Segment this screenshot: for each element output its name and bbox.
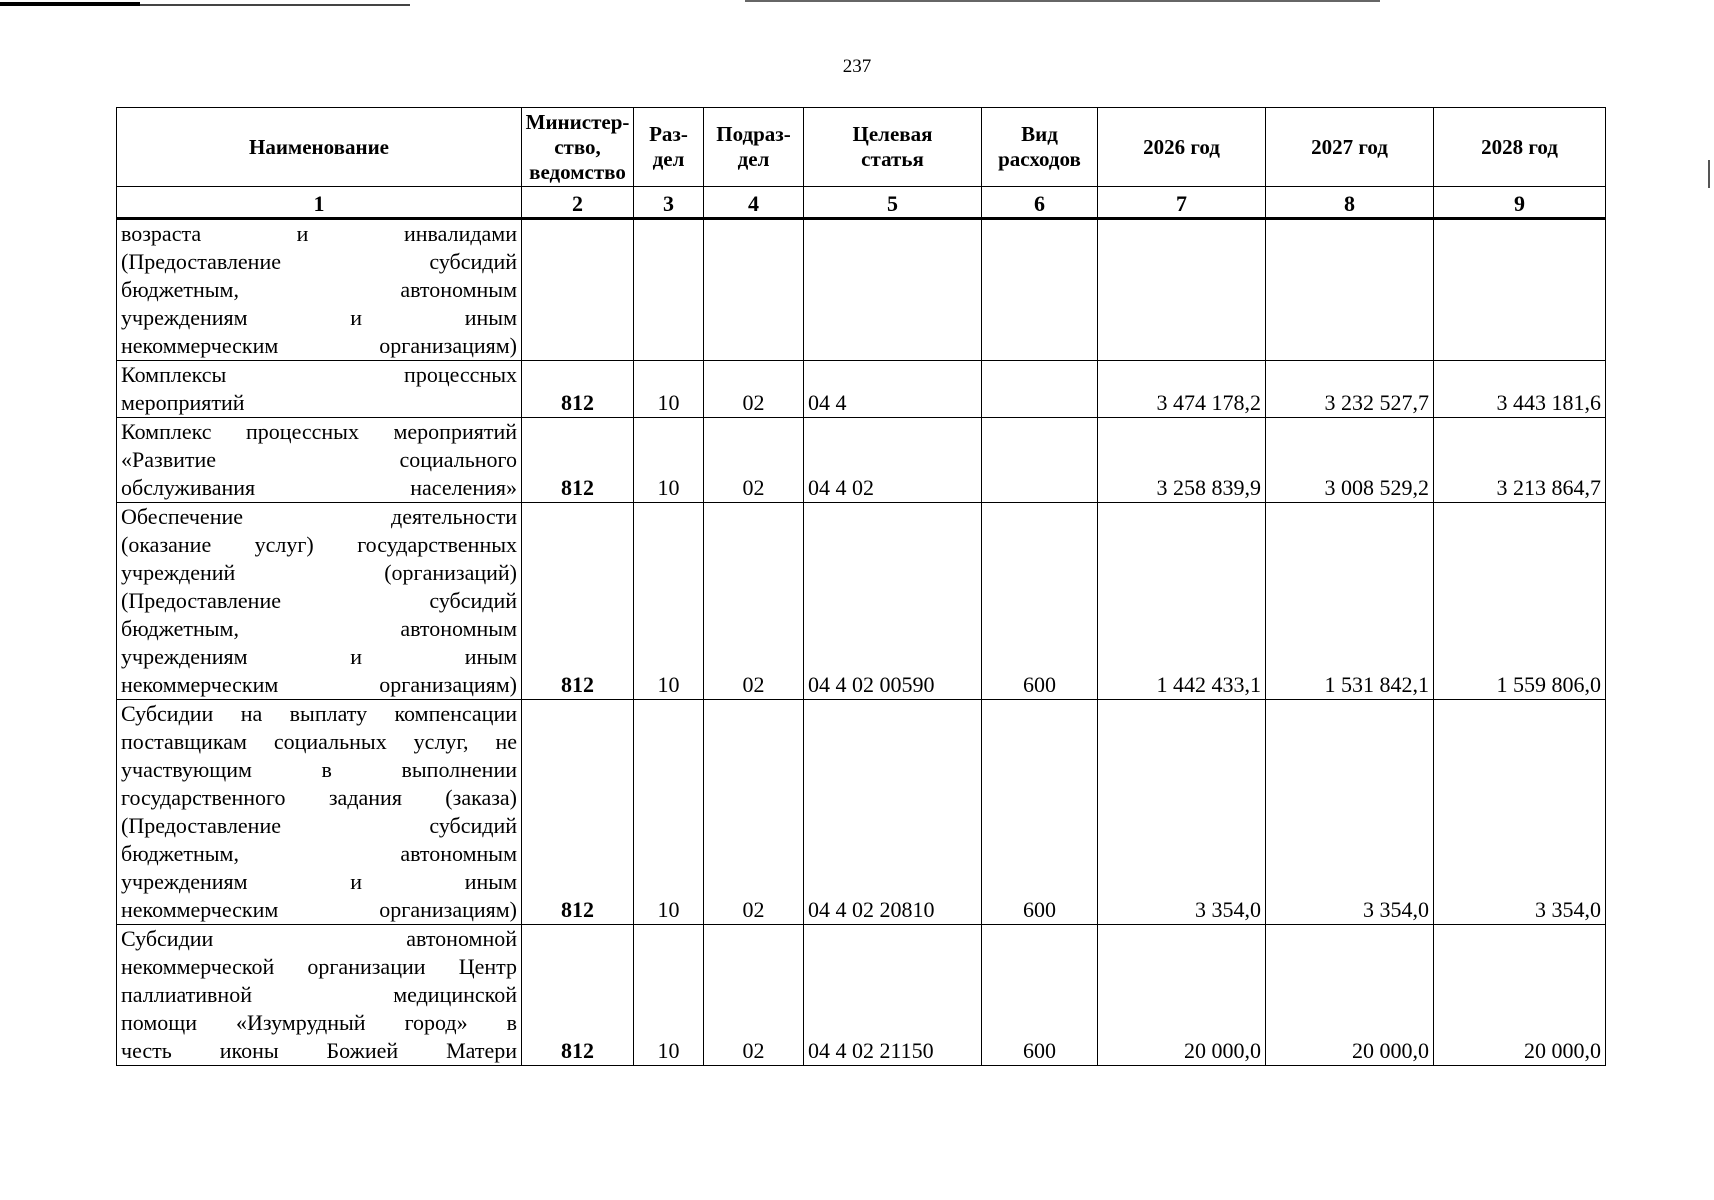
name-line: некоммерческим организациям) [121, 897, 517, 922]
header-label: Раз- дел [649, 122, 688, 171]
header-label: Министер- ство, ведомство [525, 109, 630, 184]
subsection-cell: 02 [704, 361, 804, 418]
column-number: 8 [1266, 187, 1434, 219]
header-expense-type [982, 108, 1098, 187]
header-label: Вид расходов [998, 122, 1081, 171]
name-line: Субсидии на выплату компенсации [121, 701, 517, 726]
amount-2026-cell: 20 000,0 [1098, 925, 1266, 1066]
column-number: 4 [704, 187, 804, 219]
amount-2028-cell [1434, 219, 1606, 361]
name-cell [117, 503, 522, 700]
name-line: Комплексы процессных [121, 362, 517, 387]
subsection-cell: 02 [704, 503, 804, 700]
header-row [117, 108, 1606, 187]
name-cell [117, 219, 522, 361]
section-cell [634, 219, 704, 361]
name-line: Обеспечение деятельности [121, 504, 517, 529]
expense-type-cell: 600 [982, 503, 1098, 700]
name-line: бюджетным, автономным [121, 841, 517, 866]
header-label: Подраз- дел [716, 122, 791, 171]
header-label: 2026 год [1143, 134, 1220, 159]
name-line: помощи «Изумрудный город» в [121, 1010, 517, 1035]
amount-2027-cell: 20 000,0 [1266, 925, 1434, 1066]
name-cell [117, 418, 522, 503]
name-line: учреждениям и иным [121, 305, 517, 330]
name-line: обслуживания населения» [121, 475, 517, 500]
subsection-cell: 02 [704, 925, 804, 1066]
name-line: участвующим в выполнении [121, 757, 517, 782]
expense-type-cell [982, 361, 1098, 418]
name-line: мероприятий [121, 390, 245, 415]
section-cell: 10 [634, 503, 704, 700]
target-article-cell: 04 4 02 20810 [804, 700, 982, 925]
amount-2026-cell: 3 258 839,9 [1098, 418, 1266, 503]
column-number: 1 [117, 187, 522, 219]
name-line: учреждениям и иным [121, 644, 517, 669]
table-row [117, 503, 1606, 700]
scan-edge-line-right [745, 0, 1380, 2]
header-2028 [1434, 108, 1606, 187]
header-section [634, 108, 704, 187]
table-row [117, 925, 1606, 1066]
amount-2028-cell: 3 443 181,6 [1434, 361, 1606, 418]
target-article-cell: 04 4 02 21150 [804, 925, 982, 1066]
name-cell [117, 361, 522, 418]
header-target-article [804, 108, 982, 187]
subsection-cell: 02 [704, 700, 804, 925]
header-name [117, 108, 522, 187]
table-row [117, 418, 1606, 503]
section-cell: 10 [634, 361, 704, 418]
scan-edge-line-left [0, 2, 140, 6]
name-line: паллиативной медицинской [121, 982, 517, 1007]
name-line: Комплекс процессных мероприятий [121, 419, 517, 444]
expense-type-cell: 600 [982, 925, 1098, 1066]
name-line: Субсидии автономной [121, 926, 517, 951]
header-subsection [704, 108, 804, 187]
section-cell: 10 [634, 925, 704, 1066]
name-line: государственного задания (заказа) [121, 785, 517, 810]
name-line: (оказание услуг) государственных [121, 532, 517, 557]
ministry-cell: 812 [522, 418, 634, 503]
amount-2026-cell: 3 354,0 [1098, 700, 1266, 925]
target-article-cell: 04 4 [804, 361, 982, 418]
table-row [117, 361, 1606, 418]
name-line: некоммерческим организациям) [121, 672, 517, 697]
column-number: 3 [634, 187, 704, 219]
name-line: честь иконы Божией Матери [121, 1038, 517, 1063]
name-cell [117, 700, 522, 925]
name-line: некоммерческой организации Центр [121, 954, 517, 979]
expense-type-cell [982, 219, 1098, 361]
target-article-cell: 04 4 02 00590 [804, 503, 982, 700]
name-line: (Предоставление субсидий [121, 249, 517, 274]
column-number: 2 [522, 187, 634, 219]
column-number-row [117, 187, 1606, 219]
table-body [117, 187, 1606, 1066]
name-line: «Развитие социального [121, 447, 517, 472]
header-label: Наименование [249, 134, 389, 159]
name-line: бюджетным, автономным [121, 277, 517, 302]
amount-2027-cell: 1 531 842,1 [1266, 503, 1434, 700]
target-article-cell [804, 219, 982, 361]
expense-type-cell [982, 418, 1098, 503]
ministry-cell: 812 [522, 925, 634, 1066]
ministry-cell: 812 [522, 700, 634, 925]
ministry-cell: 812 [522, 361, 634, 418]
section-cell: 10 [634, 700, 704, 925]
scan-edge-line-mid [140, 4, 410, 6]
column-number: 9 [1434, 187, 1606, 219]
column-number: 7 [1098, 187, 1266, 219]
name-line: учреждениям и иным [121, 869, 517, 894]
amount-2028-cell: 3 354,0 [1434, 700, 1606, 925]
amount-2028-cell: 3 213 864,7 [1434, 418, 1606, 503]
subsection-cell: 02 [704, 418, 804, 503]
amount-2028-cell: 20 000,0 [1434, 925, 1606, 1066]
table-row [117, 700, 1606, 925]
amount-2026-cell: 1 442 433,1 [1098, 503, 1266, 700]
name-line: (Предоставление субсидий [121, 588, 517, 613]
name-line: некоммерческим организациям) [121, 333, 517, 358]
header-label: Целевая статья [852, 122, 933, 171]
amount-2026-cell: 3 474 178,2 [1098, 361, 1266, 418]
name-cell [117, 925, 522, 1066]
name-line: поставщикам социальных услуг, не [121, 729, 517, 754]
page-number: 237 [842, 56, 872, 77]
amount-2027-cell [1266, 219, 1434, 361]
amount-2027-cell: 3 232 527,7 [1266, 361, 1434, 418]
target-article-cell: 04 4 02 [804, 418, 982, 503]
amount-2027-cell: 3 354,0 [1266, 700, 1434, 925]
column-number: 6 [982, 187, 1098, 219]
expense-type-cell: 600 [982, 700, 1098, 925]
name-line: (Предоставление субсидий [121, 813, 517, 838]
column-number: 5 [804, 187, 982, 219]
ministry-cell: 812 [522, 503, 634, 700]
amount-2026-cell [1098, 219, 1266, 361]
amount-2027-cell: 3 008 529,2 [1266, 418, 1434, 503]
subsection-cell [704, 219, 804, 361]
name-line: возраста и инвалидами [121, 221, 517, 246]
header-ministry [522, 108, 634, 187]
header-2027 [1266, 108, 1434, 187]
amount-2028-cell: 1 559 806,0 [1434, 503, 1606, 700]
ministry-cell [522, 219, 634, 361]
name-line: учреждений (организаций) [121, 560, 517, 585]
header-2026 [1098, 108, 1266, 187]
section-cell: 10 [634, 418, 704, 503]
header-label: 2028 год [1481, 134, 1558, 159]
budget-table [116, 107, 1606, 1066]
header-label: 2027 год [1311, 134, 1388, 159]
scan-margin-mark [1708, 160, 1710, 188]
table-row [117, 219, 1606, 361]
name-line: бюджетным, автономным [121, 616, 517, 641]
